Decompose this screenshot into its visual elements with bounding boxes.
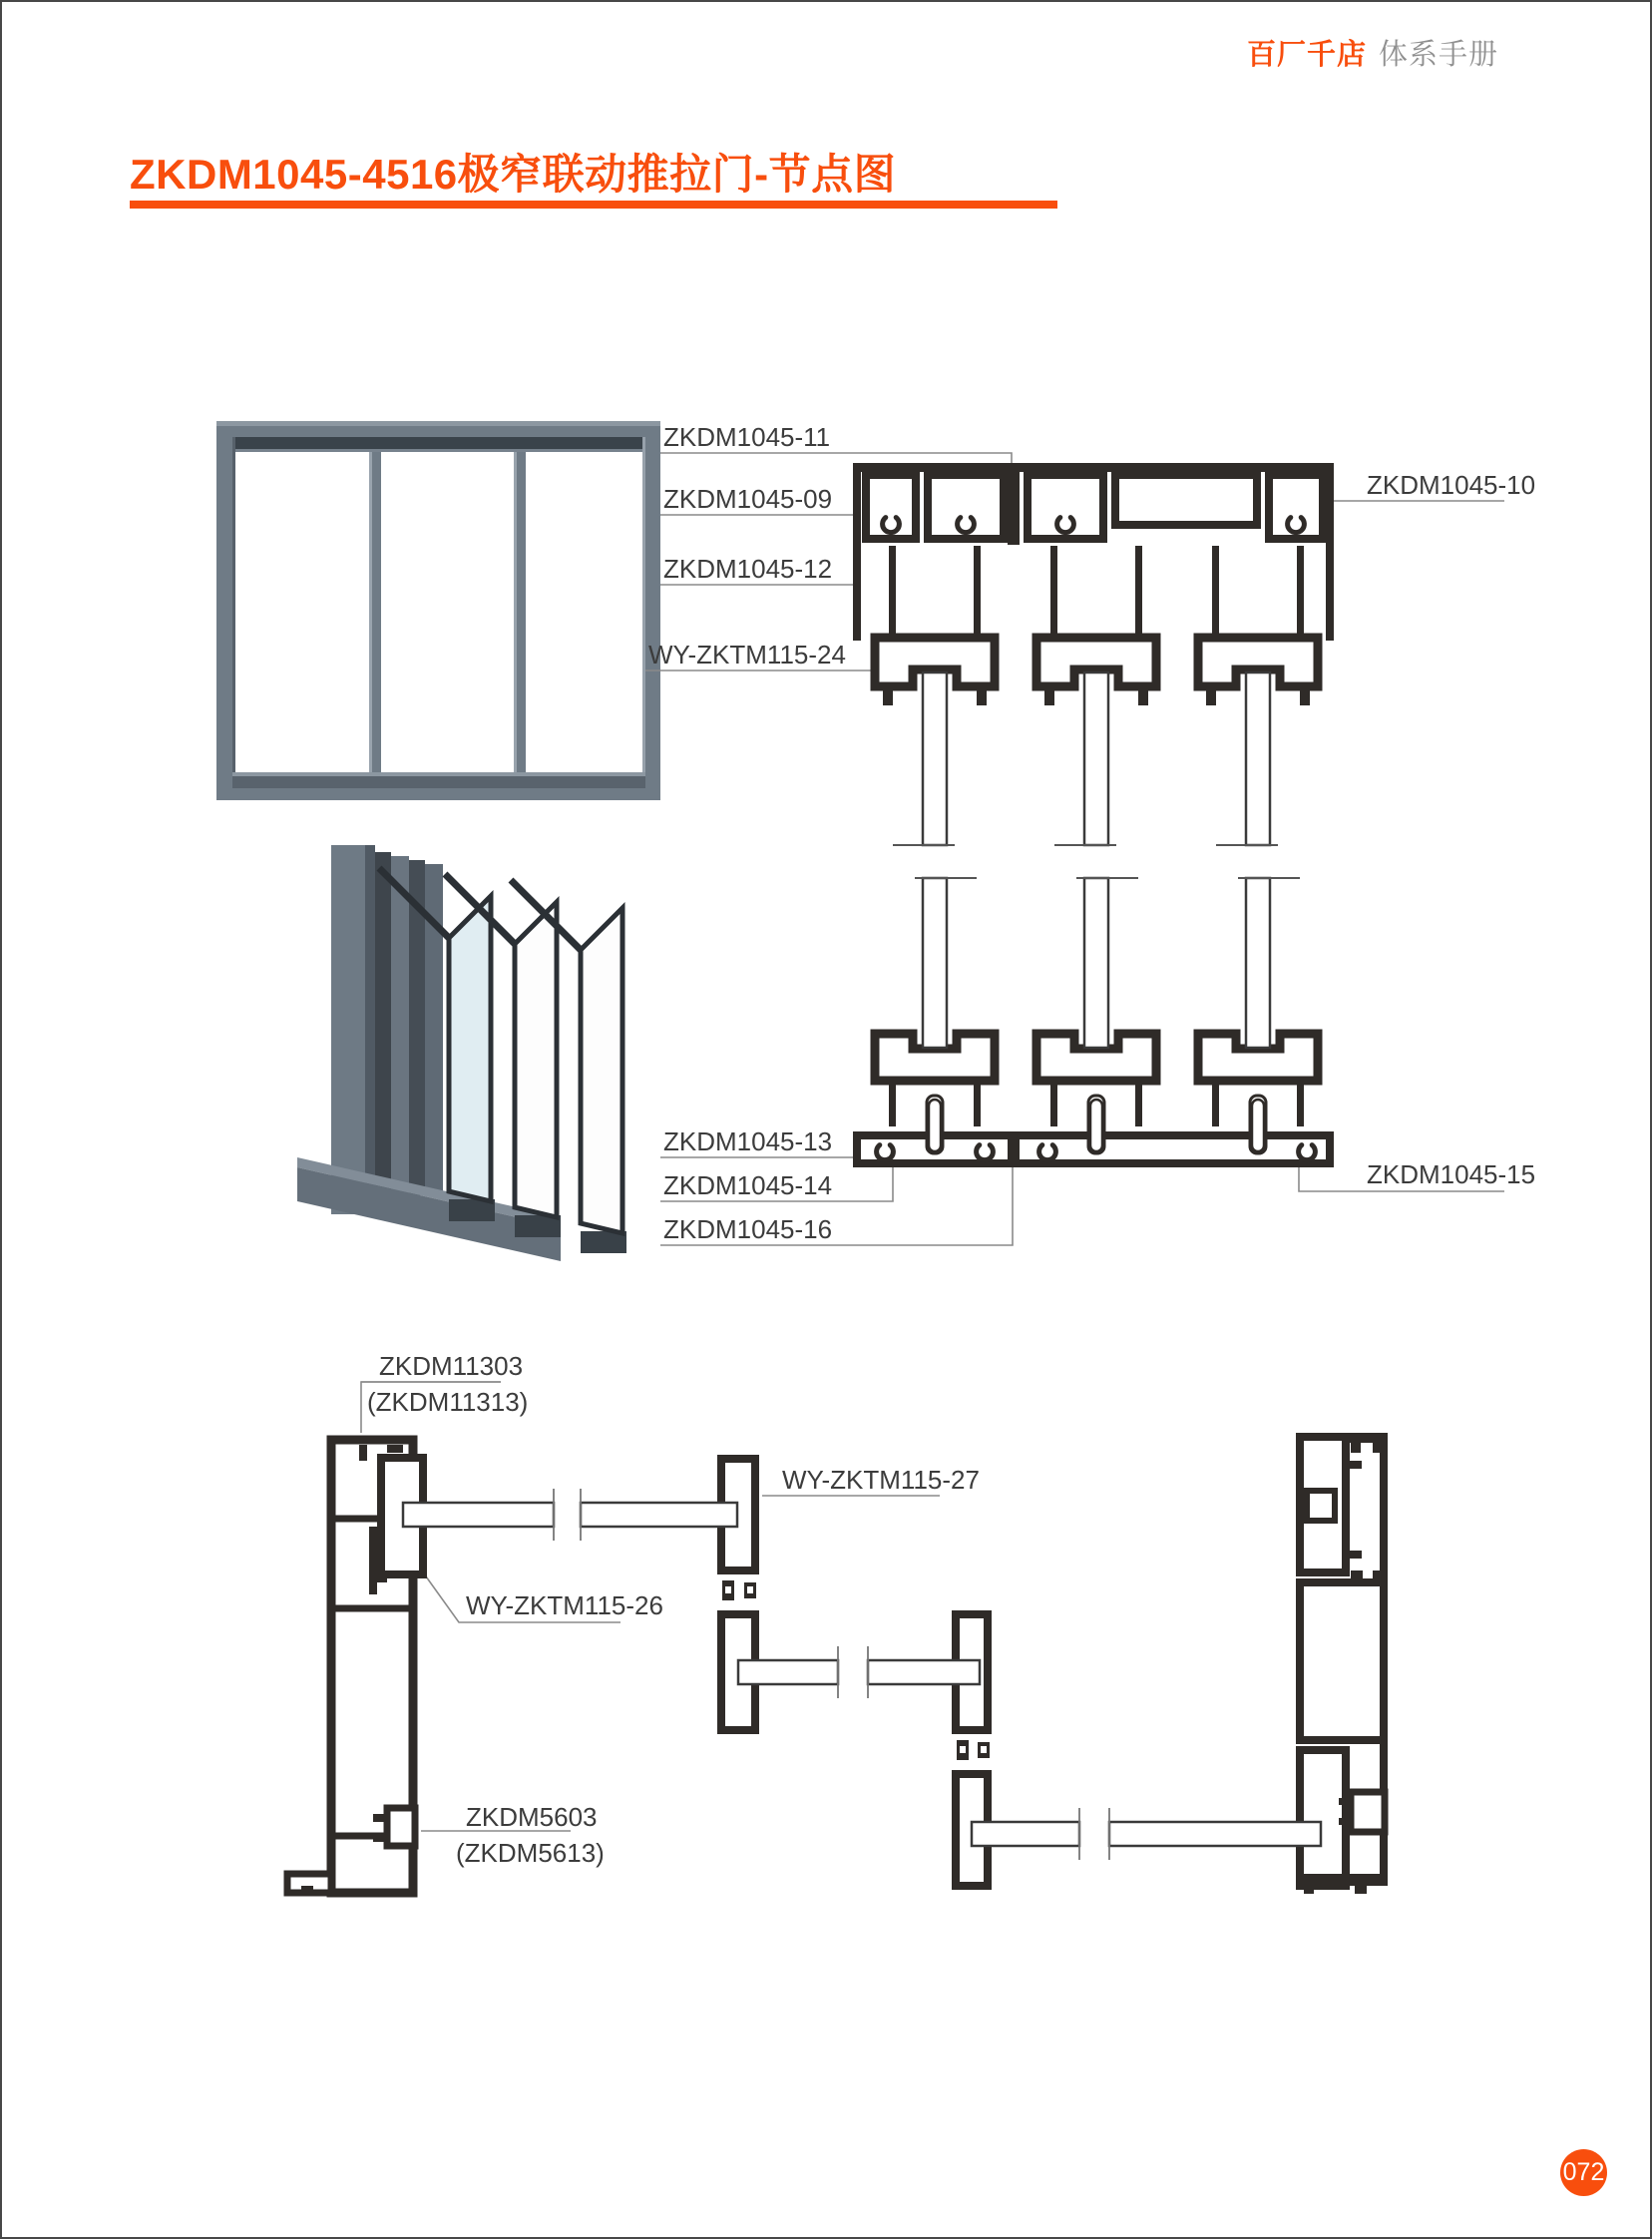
label-zkdm11303: ZKDM11303 bbox=[379, 1351, 524, 1381]
brand-logo-text: 百厂千店 bbox=[1246, 39, 1367, 71]
label-wy-zktm115-26: WY-ZKTM115-26 bbox=[466, 1590, 663, 1620]
label-zkdm1045-12: ZKDM1045-12 bbox=[663, 554, 833, 584]
label-zkdm1045-15: ZKDM1045-15 bbox=[1367, 1159, 1536, 1189]
label-zkdm1045-10: ZKDM1045-10 bbox=[1367, 470, 1536, 500]
label-wy-zktm115-24: WY-ZKTM115-24 bbox=[648, 640, 846, 670]
label-zkdm5603: ZKDM5603 bbox=[466, 1802, 598, 1832]
diagram-canvas bbox=[2, 2, 1652, 2239]
door-elevation-view bbox=[216, 421, 660, 800]
label-zkdm11313: (ZKDM11313) bbox=[367, 1387, 529, 1417]
label-wy-zktm115-27: WY-ZKTM115-27 bbox=[782, 1465, 980, 1495]
label-zkdm1045-16: ZKDM1045-16 bbox=[663, 1214, 833, 1244]
glass-panels-vertical bbox=[893, 672, 1300, 1048]
top-track-section bbox=[853, 463, 1334, 641]
page-number-badge bbox=[1560, 2149, 1607, 2196]
label-zkdm1045-13: ZKDM1045-13 bbox=[663, 1126, 833, 1156]
label-zkdm1045-14: ZKDM1045-14 bbox=[663, 1170, 833, 1200]
isometric-profile-3d bbox=[297, 845, 626, 1261]
manual-name: 体系手册 bbox=[1378, 39, 1498, 71]
page-title: ZKDM1045-4516极窄联动推拉门-节点图 bbox=[130, 151, 897, 198]
label-zkdm1045-11: ZKDM1045-11 bbox=[663, 422, 831, 452]
bottom-guides bbox=[875, 1034, 1318, 1153]
page-number: 072 bbox=[1562, 2158, 1605, 2186]
label-zkdm5613: (ZKDM5613) bbox=[456, 1838, 605, 1868]
label-zkdm1045-09: ZKDM1045-09 bbox=[663, 484, 833, 514]
